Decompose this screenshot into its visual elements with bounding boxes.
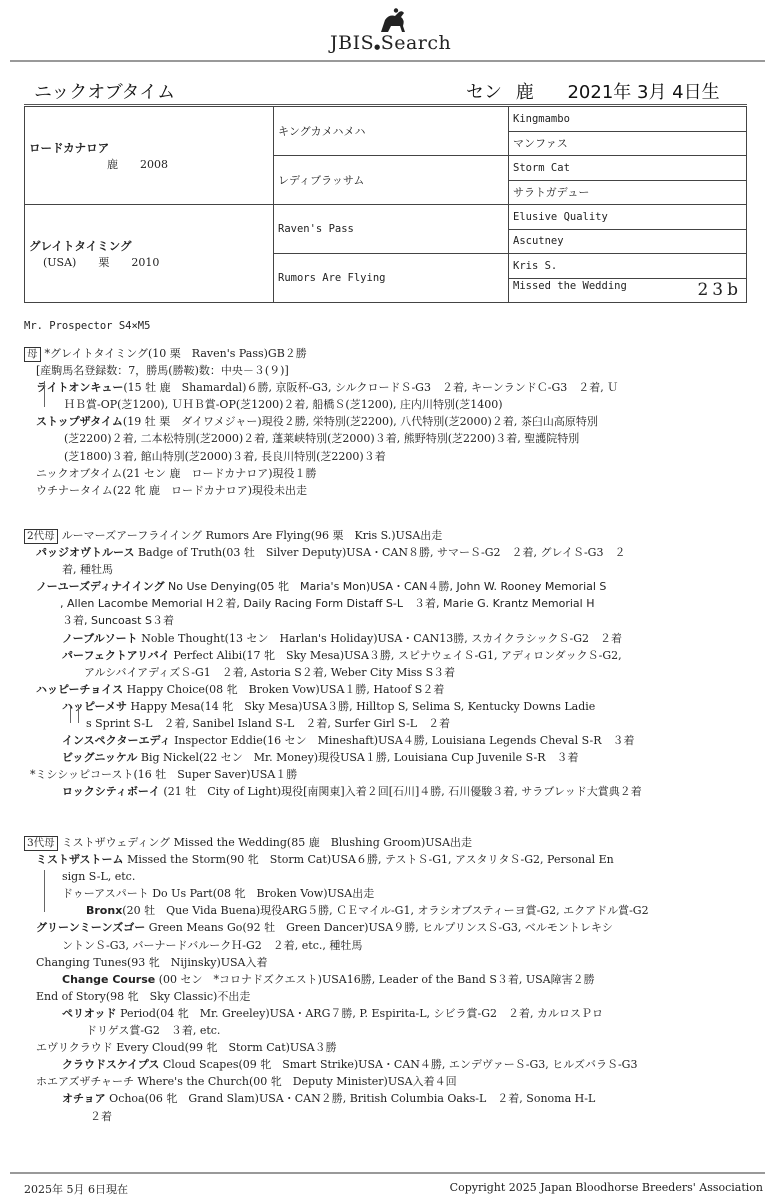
list-item: Happy Mesa(14 牝 Sky Mesa)USA３勝, Hilltop S, Selima S, Kentucky Downs Ladie bbox=[130, 699, 596, 713]
title-underline bbox=[24, 104, 747, 105]
list-item: (15 牡 鹿 Shamardal)６勝, 京阪杯-G3, シルクロードＳ-G3 ２着, キーンランドＣ-G3 ２着, Ｕ bbox=[123, 381, 619, 395]
horse-link[interactable]: ハッピーチョイス bbox=[36, 682, 124, 696]
horse-link[interactable]: オチョア bbox=[62, 1092, 106, 1106]
list-item: ントンＳ-G3, バーナードバルークＨ-G2 ２着, etc., 種牡馬 bbox=[62, 938, 363, 952]
horse-link[interactable]: ロックシティボーイ bbox=[62, 785, 160, 799]
list-item: *ミシシッピコースト(16 牡 Super Saver)USA１勝 bbox=[30, 768, 298, 782]
list-item: (芝2200)２着, 二本松特別(芝2000)２着, 蓬莱峡特別(芝2000)３着, 熊野特別(芝2200)３着, 聖護院特別 bbox=[64, 432, 580, 446]
dam-sire-dam[interactable]: Ascutney bbox=[509, 229, 747, 254]
list-item: Cloud Scapes(09 牝 Smart Strike)USA・CAN４勝, エンデヴァーＳ-G3, ヒルズバラＳ-G3 bbox=[162, 1058, 638, 1072]
horse-title bbox=[34, 78, 734, 104]
horse-link[interactable]: ハッピーメサ bbox=[62, 699, 128, 713]
horse-link[interactable]: ノーユーズディナイイング bbox=[36, 580, 165, 594]
dam-cell bbox=[25, 205, 274, 303]
list-item: ウチナータイム(22 牝 鹿 ロードカナロア)現役未出走 bbox=[36, 483, 308, 497]
list-item: Noble Thought(13 セン Harlan's Holiday)USA・CAN13勝, スカイクラシックＳ-G2 ２着 bbox=[141, 631, 623, 645]
sire-detail: 鹿 2008 bbox=[107, 157, 168, 171]
dam-dam-sire[interactable]: Kris S. bbox=[509, 254, 747, 279]
horse-link[interactable]: クラウドスケイプス bbox=[62, 1058, 160, 1072]
list-item: sign S-L, etc. bbox=[62, 870, 136, 884]
tree-line bbox=[70, 707, 71, 723]
list-item: Big Nickel(22 セン Mr. Money)現役USA１勝, Louisiana Cup Juvenile S-R ３着 bbox=[140, 751, 579, 765]
list-item: No Use Denying(05 牝 Maria's Mon)USA・CAN４勝, John W. Rooney Memorial S bbox=[167, 580, 607, 594]
list-item: Changing Tunes(93 牝 Nijinsky)USA入着 bbox=[36, 955, 268, 969]
list-item: (00 セン *コロナドズクエスト)USA16勝, Leader of the Band S３着, USA障害２勝 bbox=[158, 972, 595, 986]
horse-link[interactable]: ライトオンキュー bbox=[36, 381, 124, 395]
horse-link[interactable]: Change Course bbox=[62, 972, 156, 986]
bottom-divider bbox=[10, 1172, 765, 1174]
second-dam-section bbox=[24, 527, 744, 801]
list-item: ミストザウェディング Missed the Wedding(85 鹿 Blushing Groom)USA出走 bbox=[61, 836, 473, 849]
horse-link[interactable]: ビッグニッケル bbox=[62, 751, 138, 765]
sire-cell bbox=[25, 107, 274, 205]
dam-tag: 母 bbox=[24, 347, 41, 362]
list-item: ドリゲス賞-G2 ３着, etc. bbox=[86, 1024, 221, 1038]
jbis-logo[interactable] bbox=[330, 8, 460, 54]
list-item: (19 牡 栗 ダイワメジャー)現役２勝, 栄特別(芝2200), 八代特別(芝2000)２着, 茶臼山高原特別 bbox=[122, 415, 598, 429]
tree-line bbox=[44, 870, 45, 912]
horse-link[interactable]: パーフェクトアリバイ bbox=[62, 648, 170, 662]
list-item: Perfect Alibi(17 牝 Sky Mesa)USA３勝, スピナウェイＳ-G1, アディロンダックＳ-G2, bbox=[173, 648, 622, 662]
dam-sire[interactable]: Raven's Pass bbox=[274, 205, 509, 254]
list-item: ＨＢ賞-OP(芝1200), ＵＨＢ賞-OP(芝1200)２着, 船橋Ｓ(芝1200), 庄内川特別(芝1400) bbox=[64, 398, 503, 412]
horse-link[interactable]: ノーブルソート bbox=[62, 631, 138, 645]
dam-dam-dam-cell bbox=[509, 278, 747, 303]
list-item: Green Means Go(92 牡 Green Dancer)USA９勝, ヒルプリンスＳ-G3, ベルモントレキシ bbox=[148, 921, 613, 935]
list-item: [産駒馬名登録数：7，勝馬(勝鞍)数：中央－３(９)] bbox=[36, 364, 289, 378]
horse-jockey-icon bbox=[375, 8, 415, 34]
list-item: ルーマーズアーフライイング Rumors Are Flying(96 栗 Kris S.)USA出走 bbox=[61, 529, 443, 542]
list-item: Badge of Truth(03 牡 Silver Deputy)USA・CAN８勝, サマーＳ-G2 ２着, グレイＳ-G3 ２ bbox=[137, 546, 626, 560]
tree-line bbox=[78, 707, 79, 723]
list-item: Missed the Storm(90 牝 Storm Cat)USA６勝, テストＳ-G1, アスタリタＳ-G2, Personal En bbox=[127, 853, 614, 867]
horse-sex: セン bbox=[466, 82, 502, 103]
tree-line bbox=[44, 381, 45, 407]
list-item: アルシバイアディズＳ-G1 ２着, Astoria S２着, Weber City Miss S３着 bbox=[84, 665, 456, 679]
list-item: Inspector Eddie(16 セン Mineshaft)USA４勝, Louisiana Legends Cheval S-R ３着 bbox=[174, 734, 635, 748]
dam-dam[interactable]: Rumors Are Flying bbox=[274, 254, 509, 303]
list-item: ドゥーアスパート Do Us Part(08 牝 Broken Vow)USA出走 bbox=[62, 887, 375, 901]
dam-sire-sire[interactable]: Elusive Quality bbox=[509, 205, 747, 230]
list-item: エヴリクラウド Every Cloud(99 牝 Storm Cat)USA３勝 bbox=[36, 1041, 337, 1055]
list-item: Ochoa(06 牝 Grand Slam)USA・CAN２勝, British Columbia Oaks-L ２着, Sonoma H-L bbox=[109, 1092, 596, 1106]
copyright: Copyright 2025 Japan Bloodhorse Breeders' Association bbox=[449, 1181, 763, 1194]
list-item: (21 牡 City of Light)現役[南関東]入着２回[石川]４勝, 石川優駿３着, サラブレッド大賞典２着 bbox=[163, 785, 642, 799]
list-item: 着, 種牡馬 bbox=[62, 563, 113, 577]
horse-link[interactable]: インスペクターエディ bbox=[62, 734, 171, 748]
sire-sire-dam[interactable]: マンファス bbox=[509, 131, 747, 156]
list-item: s Sprint S-L ２着, Sanibel Island S-L ２着, Surfer Girl S-L ２着 bbox=[86, 717, 451, 731]
sire-dam[interactable]: レディブラッサム bbox=[274, 156, 509, 205]
sire-name[interactable]: ロードカナロア bbox=[29, 140, 110, 155]
list-item: ホエアズザチャーチ Where's the Church(00 牝 Deputy Minister)USA入着４回 bbox=[36, 1075, 457, 1089]
sire-sire[interactable]: キングカメハメハ bbox=[274, 107, 509, 156]
dam-name[interactable]: グレイトタイミング bbox=[29, 238, 132, 253]
list-item: (芝1800)３着, 館山特別(芝2000)３着, 長良川特別(芝2200)３着 bbox=[64, 449, 386, 463]
horse-link[interactable]: ペリオッド bbox=[62, 1006, 117, 1020]
list-item: ニックオブタイム(21 セン 鹿 ロードカナロア)現役１勝 bbox=[36, 466, 317, 480]
third-dam-tag: 3代母 bbox=[24, 836, 58, 851]
horse-birth: 2021年 3月 4日生 bbox=[567, 82, 720, 103]
family-number: 23b bbox=[697, 280, 742, 301]
dam-detail: (USA) 栗 2010 bbox=[43, 255, 160, 269]
horse-color: 鹿 bbox=[515, 82, 534, 103]
list-item: *グレイトタイミング(10 栗 Raven's Pass)GB２勝 bbox=[44, 347, 307, 360]
sire-sire-sire[interactable]: Kingmambo bbox=[509, 107, 747, 132]
logo-text: JBIS●Search bbox=[330, 32, 452, 54]
dam-dam-dam[interactable]: Missed the Wedding bbox=[513, 280, 627, 293]
list-item: ３着, Suncoast S３着 bbox=[62, 614, 174, 628]
list-item: ２着 bbox=[90, 1109, 112, 1123]
list-item: (20 牡 Que Vida Buena)現役ARG５勝, ＣＥマイル-G1, オラシオブスティーヨ賞-G2, エクアドル賞-G2 bbox=[122, 904, 649, 918]
list-item: End of Story(98 牝 Sky Classic)不出走 bbox=[36, 989, 251, 1003]
horse-link[interactable]: ストップザタイム bbox=[36, 415, 123, 429]
inbreeding-note: Mr. Prospector S4×M5 bbox=[24, 320, 151, 332]
horse-link[interactable]: ミストザストーム bbox=[36, 853, 124, 867]
as-of-date: 2025年 5月 6日現在 bbox=[24, 1183, 128, 1196]
third-dam-section bbox=[24, 834, 744, 1125]
sire-dam-dam[interactable]: サラトガデュー bbox=[509, 180, 747, 205]
second-dam-tag: 2代母 bbox=[24, 529, 58, 544]
top-divider bbox=[10, 60, 765, 62]
horse-link[interactable]: グリーンミーンズゴー bbox=[36, 921, 146, 935]
horse-link[interactable]: パッジオヴトルース bbox=[36, 546, 135, 560]
list-item: , Allen Lacombe Memorial H２着, Daily Racing Form Distaff S-L ３着, Marie G. Krantz Memorial H bbox=[60, 597, 595, 611]
dam-section bbox=[24, 345, 744, 499]
list-item: Period(04 牝 Mr. Greeley)USA・ARG７勝, P. Espirita-L, シビラ賞-G2 ２着, カルロスＰロ bbox=[120, 1006, 604, 1020]
horse-name: ニックオブタイム bbox=[34, 82, 176, 103]
list-item: Happy Choice(08 牝 Broken Vow)USA１勝, Hatoof S２着 bbox=[126, 682, 445, 696]
pedigree-table bbox=[24, 106, 747, 303]
horse-link[interactable]: Bronx bbox=[86, 904, 123, 918]
sire-dam-sire[interactable]: Storm Cat bbox=[509, 156, 747, 181]
